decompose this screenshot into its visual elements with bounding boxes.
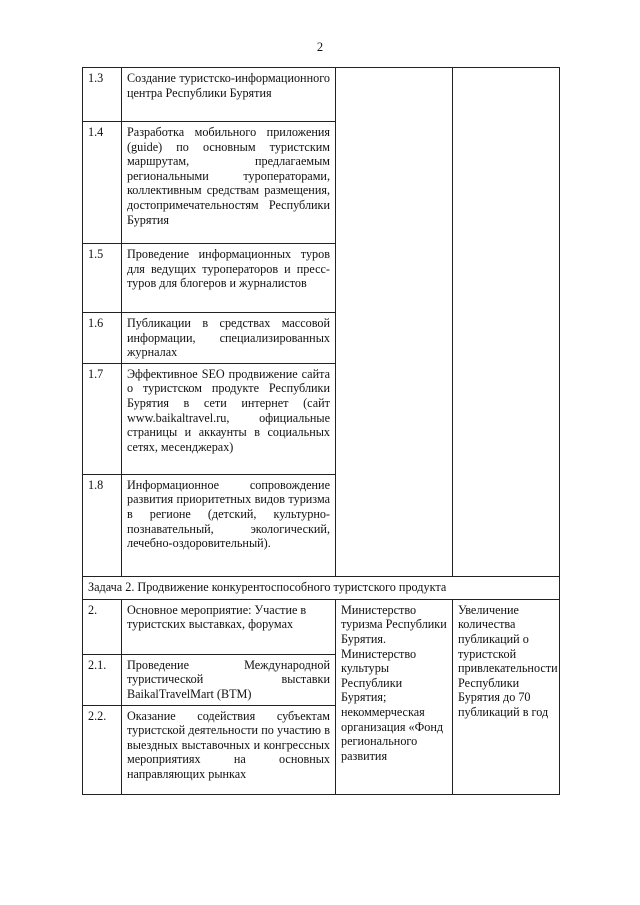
activity-text: Основное мероприятие: Участие в туристских выставках, форумах (122, 599, 336, 654)
activity-text: Создание туристско-информационного центра Республики Бурятия (122, 68, 336, 122)
row-number: 1.5 (83, 244, 122, 313)
row-number: 1.6 (83, 313, 122, 364)
activity-text: Оказание содействия субъектам туристской деятельности по участию в выездных выставочных и конгрессных мероприятиях на основных направляющих рынках (122, 705, 336, 794)
table-row (83, 599, 560, 654)
executors-cell-empty (336, 68, 453, 577)
table-row (83, 68, 560, 122)
result-cell-empty (453, 68, 560, 577)
task-row (83, 576, 560, 599)
row-number: 2.1. (83, 654, 122, 705)
activity-text: Проведение Международной туристической выставки BaikalTravelMart (BTM) (122, 654, 336, 705)
activity-text: Проведение информационных туров для ведущих туроператоров и пресс-туров для блогеров и журналистов (122, 244, 336, 313)
page-number: 2 (316, 40, 324, 54)
row-number: 1.8 (83, 474, 122, 576)
executors-cell: Министерство туризма Республики Бурятия. Министерство культуры Республики Бурятия; некоммерческая организация «Фонд регионального развития (336, 599, 453, 794)
activity-text: Информационное сопровождение развития приоритетных видов туризма в регионе (детский, культурно-познавательный, экологический, лечебно-оздоровительный). (122, 474, 336, 576)
task-heading: Задача 2. Продвижение конкурентоспособного туристского продукта (83, 576, 560, 599)
row-number: 1.3 (83, 68, 122, 122)
row-number: 2. (83, 599, 122, 654)
activity-text: Разработка мобильного приложения (guide) по основным туристским маршрутам, предлагаемым региональными туроператорами, коллективным средствам размещения, достопримечательностям Республики Бурятия (122, 122, 336, 244)
row-number: 1.4 (83, 122, 122, 244)
activity-text: Эффективное SEO продвижение сайта о туристском продукте Республики Бурятия в сети интернет (сайт www.baikaltravel.ru, официальные страницы и аккаунты в социальных сетях, месенджерах) (122, 363, 336, 474)
activities-table (82, 67, 560, 795)
activity-text: Публикации в средствах массовой информации, специализированных журналах (122, 313, 336, 364)
row-number: 2.2. (83, 705, 122, 794)
result-cell: Увеличение количества публикаций о туристской привлекательности Республики Бурятия до 70 публикаций в год (453, 599, 560, 794)
row-number: 1.7 (83, 363, 122, 474)
